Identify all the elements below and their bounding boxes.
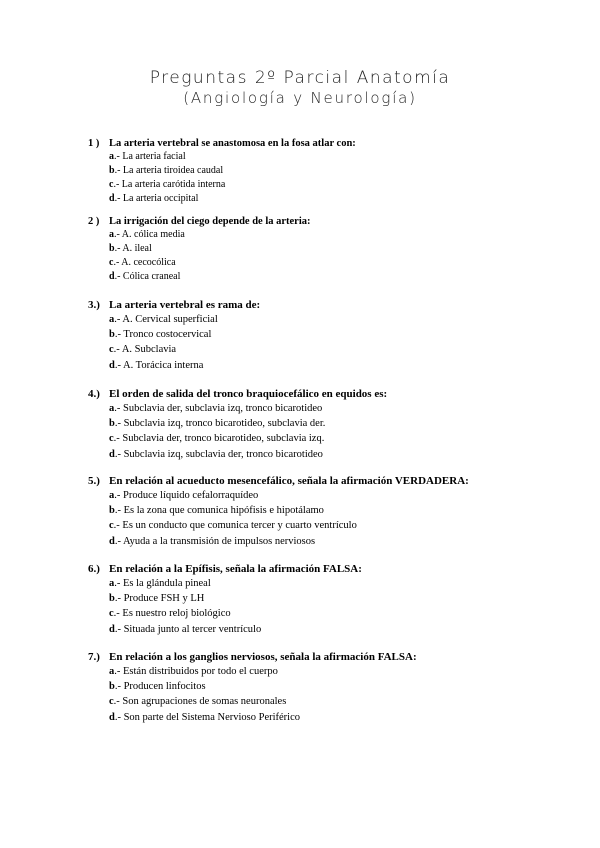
option-c bbox=[109, 178, 558, 192]
option-letter: a bbox=[109, 151, 114, 162]
question-text: El orden de salida del tronco braquiocefálico en equidos es: bbox=[109, 388, 388, 400]
option-c bbox=[109, 342, 558, 357]
option-text: .- A. ileal bbox=[114, 243, 152, 254]
option-b bbox=[109, 164, 558, 178]
option-letter: b bbox=[109, 243, 115, 254]
question-heading bbox=[88, 387, 558, 401]
option-letter: d bbox=[109, 359, 115, 371]
question-text: En relación al acueducto mesencefálico, señala la afirmación VERDADERA: bbox=[109, 475, 469, 487]
option-d bbox=[109, 447, 558, 462]
option-text: .- Es la glándula pineal bbox=[114, 578, 211, 589]
option-text: .- Subclavia der, tronco bicarotideo, subclavia izq. bbox=[113, 433, 325, 445]
options-list bbox=[109, 664, 558, 725]
option-text: .- Es la zona que comunica hipófisis e hipotálamo bbox=[114, 505, 324, 517]
option-d bbox=[109, 358, 558, 373]
option-text: .- Es un conducto que comunica tercer y cuarto ventrículo bbox=[113, 520, 357, 532]
option-letter: a bbox=[109, 314, 115, 325]
option-d bbox=[109, 710, 558, 725]
option-a bbox=[109, 664, 558, 679]
question-number: 1 ) bbox=[88, 138, 100, 149]
option-text: .- La arteria carótida interna bbox=[113, 179, 226, 190]
option-letter: c bbox=[109, 520, 114, 532]
option-letter: d bbox=[109, 535, 115, 547]
option-text: .- Subclavia izq, subclavia der, tronco bicarotideo bbox=[114, 448, 323, 460]
option-letter: a bbox=[109, 403, 115, 414]
question-7 bbox=[88, 650, 558, 725]
options-list bbox=[109, 150, 558, 206]
option-letter: d bbox=[109, 623, 115, 635]
question-number: 6.) bbox=[88, 563, 100, 575]
option-letter: b bbox=[109, 165, 115, 176]
page-subtitle: (Angiología y Neurología) bbox=[183, 89, 417, 107]
option-text: .- A. cecocólica bbox=[113, 257, 176, 268]
option-text: .- Son parte del Sistema Nervioso Periférico bbox=[114, 711, 301, 723]
option-a bbox=[109, 401, 558, 416]
option-text: .- Producen linfocitos bbox=[114, 681, 206, 693]
option-letter: a bbox=[109, 578, 115, 589]
question-heading bbox=[88, 215, 558, 228]
options-list bbox=[109, 312, 558, 373]
option-letter: c bbox=[109, 433, 114, 445]
option-d bbox=[109, 270, 558, 284]
question-1 bbox=[88, 137, 558, 206]
option-letter: c bbox=[109, 257, 114, 268]
option-letter: a bbox=[109, 666, 115, 677]
option-text: .- Subclavia izq, tronco bicarotideo, subclavia der. bbox=[114, 418, 326, 430]
question-heading bbox=[88, 298, 558, 312]
question-heading bbox=[88, 137, 558, 150]
option-b bbox=[109, 679, 558, 694]
option-c bbox=[109, 694, 558, 709]
option-letter: d bbox=[109, 711, 115, 723]
question-text: En relación a los ganglios nerviosos, señala la afirmación FALSA: bbox=[109, 651, 417, 663]
option-b bbox=[109, 416, 558, 431]
option-letter: c bbox=[109, 179, 114, 190]
option-letter: c bbox=[109, 608, 114, 620]
question-3 bbox=[88, 298, 558, 373]
option-text: .- La arteria facial bbox=[114, 151, 186, 162]
option-text: .- Tronco costocervical bbox=[114, 329, 212, 341]
question-heading bbox=[88, 562, 558, 576]
option-letter: b bbox=[109, 505, 115, 517]
option-d bbox=[109, 534, 558, 549]
option-a bbox=[109, 312, 558, 327]
option-text: .- Produce FSH y LH bbox=[114, 593, 205, 605]
option-text: .- A. Torácica interna bbox=[114, 359, 204, 371]
option-text: .- Subclavia der, subclavia izq, tronco bicarotideo bbox=[114, 403, 323, 414]
option-text: .- Situada junto al tercer ventrículo bbox=[114, 623, 262, 635]
option-letter: a bbox=[109, 490, 115, 501]
option-c bbox=[109, 518, 558, 533]
option-text: .- Cólica craneal bbox=[114, 271, 181, 282]
option-c bbox=[109, 606, 558, 621]
option-letter: d bbox=[109, 193, 115, 204]
question-number: 2 ) bbox=[88, 216, 100, 227]
option-d bbox=[109, 622, 558, 637]
option-text: .- A. Cervical superficial bbox=[114, 314, 218, 325]
question-5 bbox=[88, 474, 558, 549]
question-text: La arteria vertebral se anastomosa en la fosa atlar con: bbox=[109, 138, 356, 149]
option-b bbox=[109, 327, 558, 342]
options-list bbox=[109, 488, 558, 549]
option-a bbox=[109, 150, 558, 164]
question-heading bbox=[88, 650, 558, 664]
option-text: .- Es nuestro reloj biológico bbox=[113, 608, 231, 620]
option-letter: c bbox=[109, 696, 114, 708]
option-letter: b bbox=[109, 681, 115, 693]
option-letter: d bbox=[109, 271, 115, 282]
option-letter: a bbox=[109, 229, 114, 240]
options-list bbox=[109, 576, 558, 637]
option-letter: b bbox=[109, 329, 115, 341]
question-text: La irrigación del ciego depende de la arteria: bbox=[109, 216, 311, 227]
option-text: .- Son agrupaciones de somas neuronales bbox=[113, 696, 287, 708]
options-list bbox=[109, 401, 558, 462]
question-4 bbox=[88, 387, 558, 462]
question-text: La arteria vertebral es rama de: bbox=[109, 299, 261, 311]
question-number: 5.) bbox=[88, 475, 100, 487]
question-heading bbox=[88, 474, 558, 488]
option-text: .- Están distribuidos por todo el cuerpo bbox=[114, 666, 278, 677]
option-text: .- Ayuda a la transmisión de impulsos nerviosos bbox=[114, 535, 316, 547]
question-text: En relación a la Epífisis, señala la afirmación FALSA: bbox=[109, 563, 362, 575]
option-text: .- La arteria occipital bbox=[114, 193, 199, 204]
option-letter: c bbox=[109, 344, 114, 356]
question-2 bbox=[88, 215, 558, 284]
question-6 bbox=[88, 562, 558, 637]
option-text: .- A. cólica media bbox=[114, 229, 185, 240]
option-text: .- Produce líquido cefalorraquídeo bbox=[114, 490, 259, 501]
option-a bbox=[109, 228, 558, 242]
question-number: 7.) bbox=[88, 651, 100, 663]
option-b bbox=[109, 591, 558, 606]
option-c bbox=[109, 431, 558, 446]
option-text: .- A. Subclavia bbox=[113, 344, 177, 356]
options-list bbox=[109, 228, 558, 284]
page-title: Preguntas 2º Parcial Anatomía bbox=[149, 68, 451, 88]
option-letter: d bbox=[109, 448, 115, 460]
option-letter: b bbox=[109, 418, 115, 430]
option-letter: b bbox=[109, 593, 115, 605]
option-a bbox=[109, 576, 558, 591]
option-c bbox=[109, 256, 558, 270]
option-text: .- La arteria tiroidea caudal bbox=[114, 165, 224, 176]
question-number: 3.) bbox=[88, 299, 100, 311]
option-b bbox=[109, 503, 558, 518]
option-b bbox=[109, 242, 558, 256]
option-a bbox=[109, 488, 558, 503]
option-d bbox=[109, 192, 558, 206]
question-number: 4.) bbox=[88, 388, 100, 400]
